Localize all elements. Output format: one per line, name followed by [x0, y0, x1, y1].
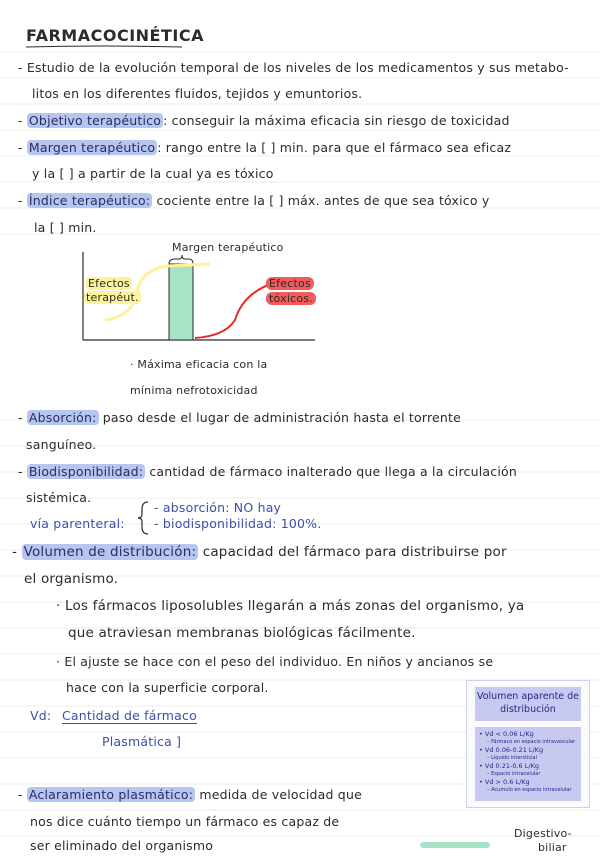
biliar-label: biliar: [538, 841, 567, 854]
indice-line-2: la [ ] min.: [34, 220, 97, 235]
vd-label: Vd:: [30, 708, 52, 723]
margen-line: - Margen terapéutico : rango entre la [ ] min. para que el fármaco sea eficaz: [18, 140, 512, 155]
absorcion-text: paso desde el lugar de administración hasta el torrente: [98, 410, 462, 425]
diagram-caption-1: · Máxima eficacia con la: [130, 358, 268, 371]
biodisponibilidad-line: - Biodisponibilidad: cantidad de fármaco inalterado que llega a la circulación: [18, 464, 517, 479]
aclaramiento-line-3: ser eliminado del organismo: [30, 838, 214, 853]
intro-line-1: - Estudio de la evolución temporal de los niveles de los medicamentos y sus metabo-: [18, 60, 569, 75]
indice-line: - Índice terapéutico: cociente entre la [ ] máx. antes de que sea tóxico y: [18, 193, 490, 208]
vd-row-3-item: • Vd 0.21-0.6 L/Kg: [479, 762, 539, 770]
green-highlight-fragment: [420, 842, 490, 848]
left-label-2: terapéut.: [86, 291, 139, 304]
volumen-bullet-1b: que atraviesan membranas biológicas fácilmente.: [68, 625, 416, 641]
vd-row-2-sub: – Líquido intersticial: [487, 755, 538, 761]
aclaramiento-line-2: nos dice cuánto tiempo un fármaco es capaz de: [30, 814, 340, 829]
margen-line-2: y la [ ] a partir de la cual ya es tóxico: [32, 166, 274, 181]
page-title: FARMACOCINÉTICA: [26, 26, 204, 45]
margen-term: Margen terapéutico: [28, 140, 156, 155]
volumen-bullet-2b: hace con la superficie corporal.: [66, 680, 269, 695]
intro-line-2: litos en los diferentes fluidos, tejidos y emuntorios.: [32, 86, 363, 101]
digestivo-label: Digestivo-: [514, 827, 572, 840]
biodisponibilidad-term: Biodisponibilidad:: [28, 464, 144, 479]
via-item-1: - absorción: NO hay: [154, 500, 282, 515]
biodisponibilidad-text: cantidad de fármaco inalterado que llega a la circulación: [145, 464, 517, 479]
left-label-1: Efectos: [88, 277, 130, 290]
biodisponibilidad-line-2: sistémica.: [26, 490, 92, 505]
via-label: vía parenteral:: [30, 516, 125, 531]
diagram-caption-2: mínima nefrotoxicidad: [130, 384, 258, 397]
indice-term: Índice terapéutico:: [28, 193, 151, 208]
objetivo-text: : conseguir la máxima eficacia sin riesgo de toxicidad: [163, 113, 510, 128]
vd-denominator: Plasmática ]: [102, 734, 182, 749]
volumen-line-2: el organismo.: [24, 571, 119, 587]
vd-row-4-item: • Vd > 0.6 L/Kg: [479, 778, 530, 786]
absorcion-term: Absorción:: [28, 410, 97, 425]
vd-row-1-item: • Vd < 0.06 L/Kg: [479, 730, 534, 738]
via-item-2: - biodisponibilidad: 100%.: [154, 516, 322, 531]
title-underline: [24, 45, 184, 49]
volumen-line: - Volumen de distribución: capacidad del fármaco para distribuirse por: [12, 544, 507, 560]
absorcion-line-2: sanguíneo.: [26, 437, 97, 452]
vd-row-4-sub: – Acumulo en espacio intracelular: [487, 787, 572, 793]
indice-text: cociente entre la [ ] máx. antes de que sea tóxico y: [152, 193, 490, 208]
volumen-term: Volumen de distribución:: [23, 544, 197, 560]
vd-row-1-sub: – Fármaco en espacio intravascular: [487, 739, 576, 745]
vd-numerator: Cantidad de fármaco: [62, 708, 197, 723]
right-label-1: Efectos: [266, 276, 314, 292]
margen-text: : rango entre la [ ] min. para que el fármaco sea eficaz: [157, 140, 512, 155]
vd-table: [466, 680, 590, 808]
aclaramiento-text: medida de velocidad que: [195, 787, 362, 802]
volumen-bullet-1a: · Los fármacos liposolubles llegarán a más zonas del organismo, ya: [56, 598, 525, 614]
objetivo-term: Objetivo terapéutico: [28, 113, 162, 128]
vd-table-title: Volumen aparente de distribución: [475, 687, 581, 721]
right-label-2: tóxicos.: [266, 291, 316, 307]
volumen-text: capacidad del fármaco para distribuirse por: [198, 544, 507, 560]
vd-row-2-item: • Vd 0.06-0.21 L/Kg: [479, 746, 544, 754]
vd-row-3-sub: – Espacio intracelular: [487, 771, 541, 777]
via-brace: [136, 500, 152, 536]
aclaramiento-line: - Aclaramiento plasmático: medida de velocidad que: [18, 787, 362, 802]
diagram-top-label: Margen terapéutico: [172, 241, 284, 254]
vd-table-body: [475, 727, 581, 801]
absorcion-line: - Absorción: paso desde el lugar de administración hasta el torrente: [18, 410, 462, 425]
objetivo-line: - Objetivo terapéutico : conseguir la máxima eficacia sin riesgo de toxicidad: [18, 113, 510, 128]
aclaramiento-term: Aclaramiento plasmático:: [28, 787, 194, 802]
volumen-bullet-2a: · El ajuste se hace con el peso del individuo. En niños y ancianos se: [56, 654, 494, 669]
